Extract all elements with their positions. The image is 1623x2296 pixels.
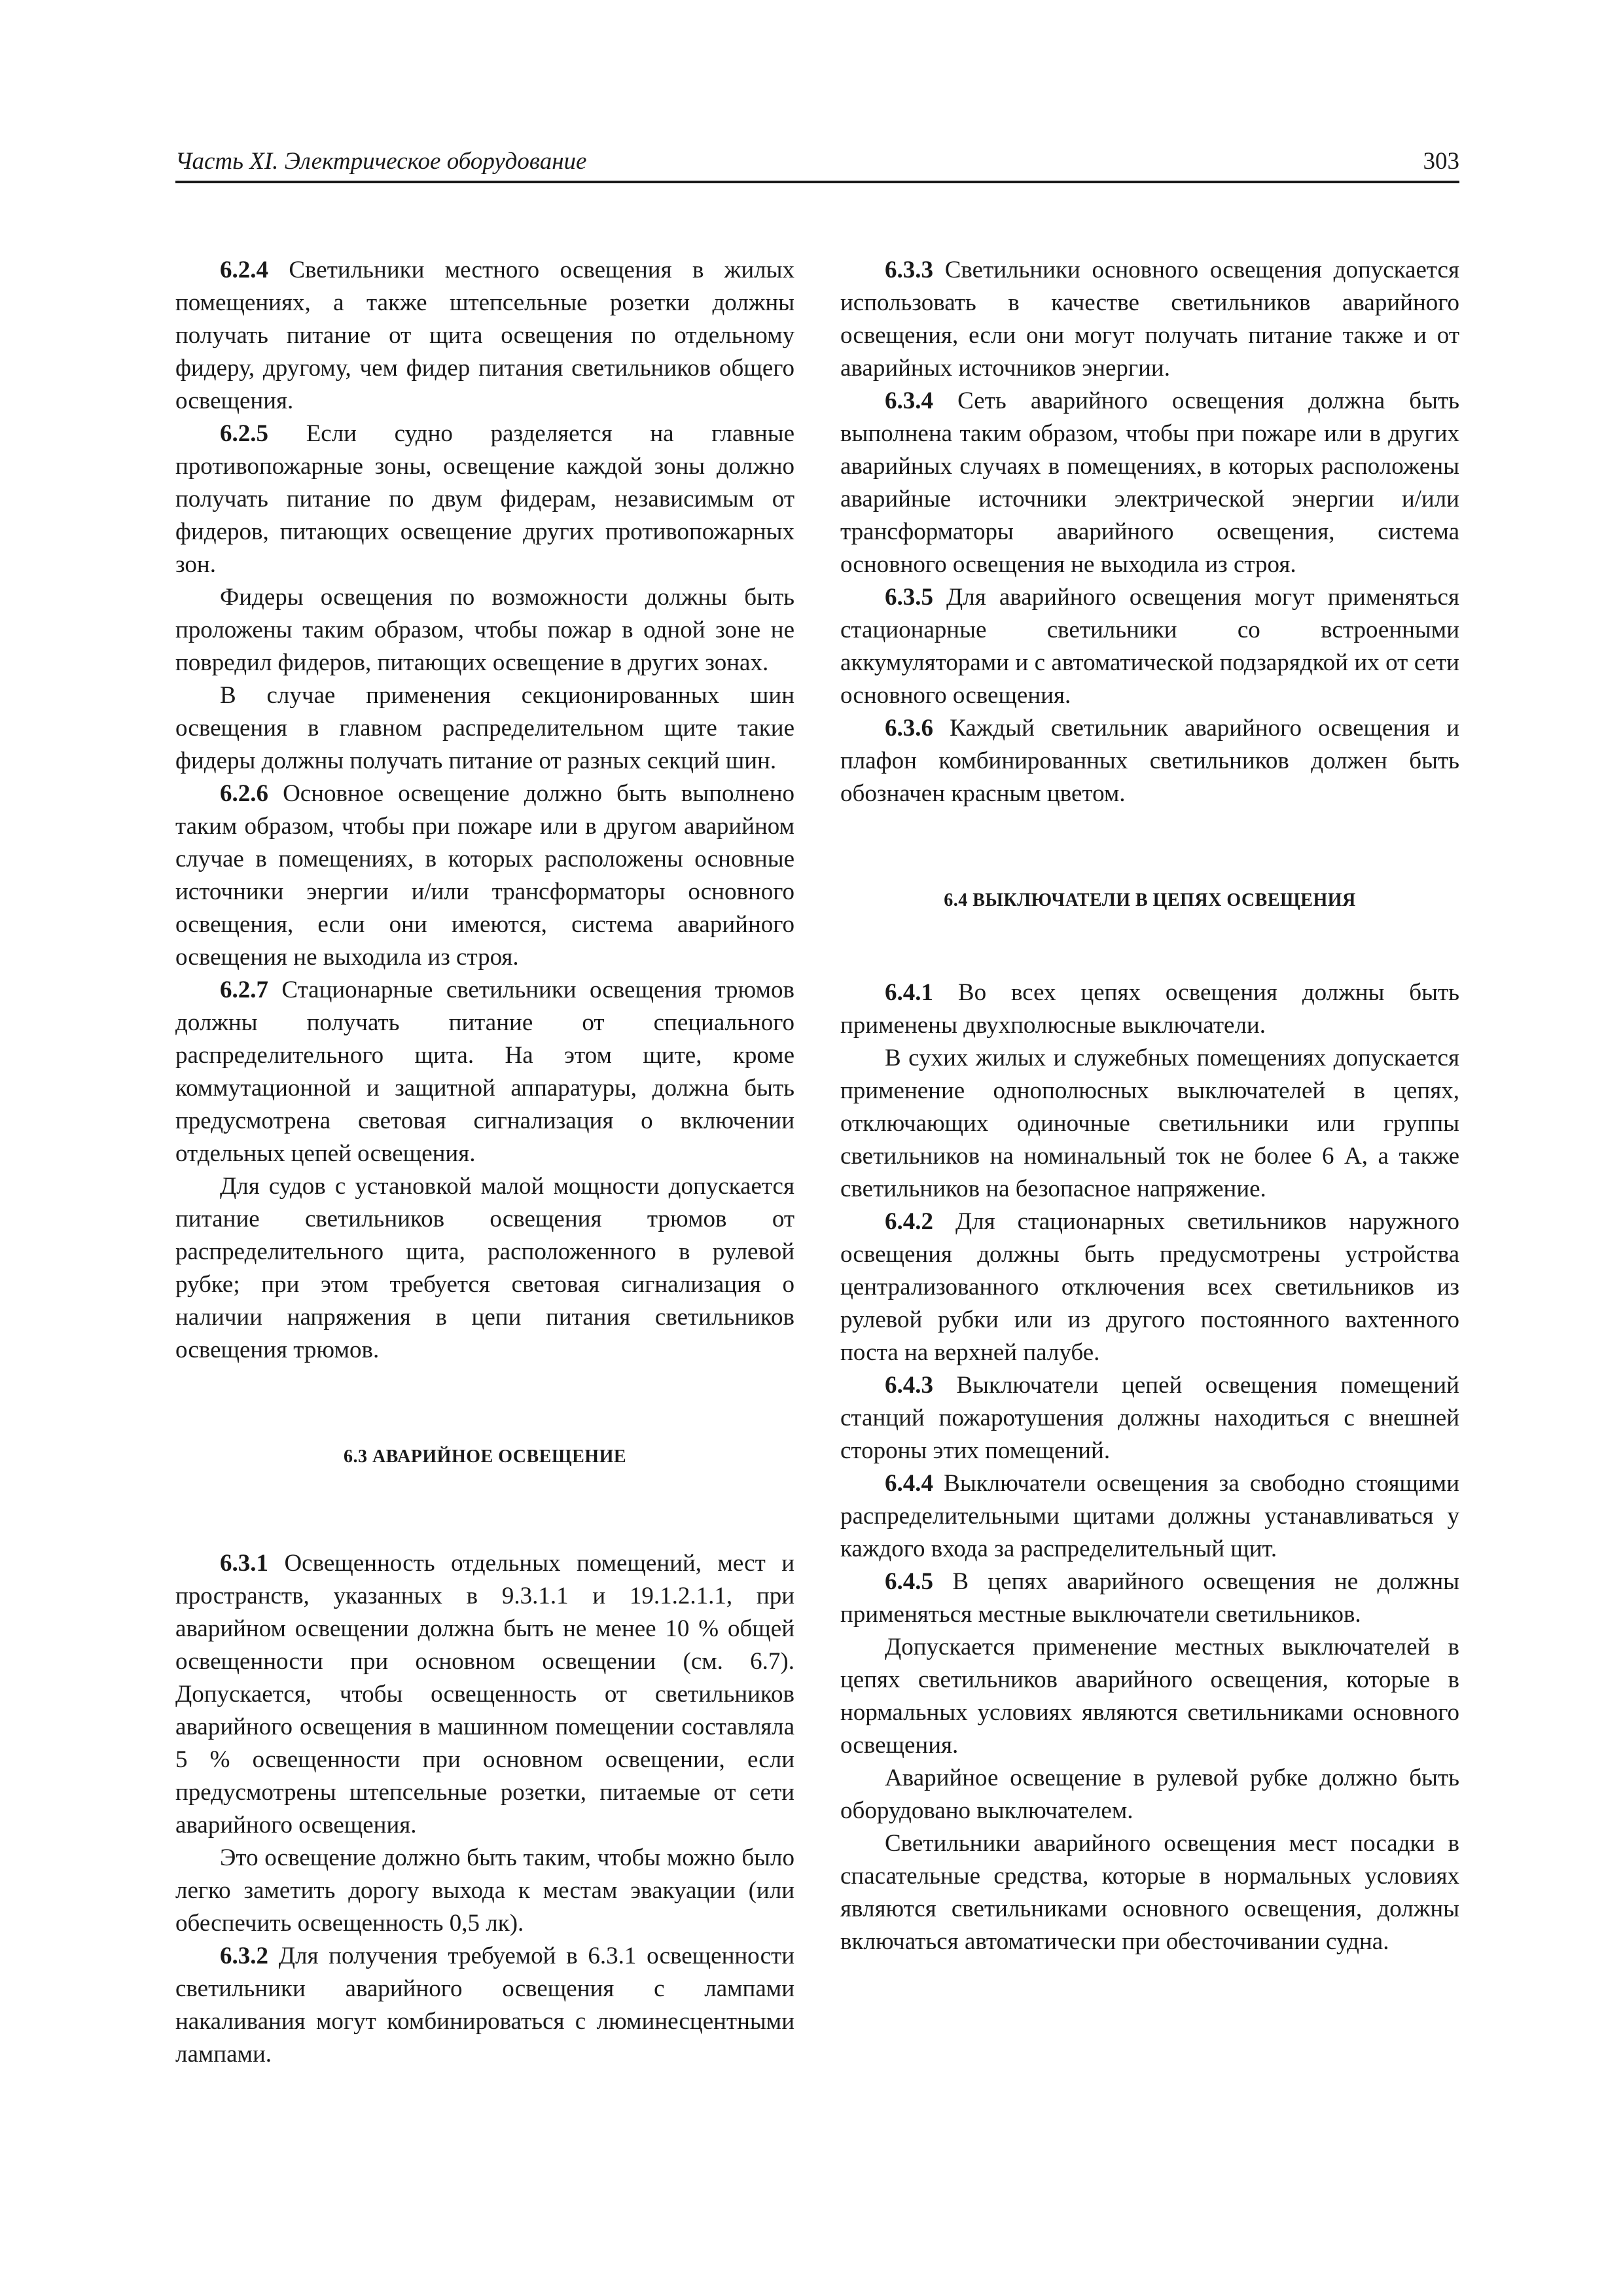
paragraph-text: В цепях аварийного освещения не должны применяться местные выключатели светильников. xyxy=(840,1568,1459,1628)
paragraph-text: Светильники аварийного освещения мест посадки в спасательные средства, которые в нормальных условиях являются светильниками основного освещения, должны включаться автоматически при обесточивании судна. xyxy=(840,1830,1459,1955)
section-heading-6-4: 6.4 ВЫКЛЮЧАТЕЛИ В ЦЕПЯХ ОСВЕЩЕНИЯ xyxy=(944,890,1356,910)
clause-number: 6.3.4 xyxy=(885,387,933,414)
paragraph xyxy=(840,1042,1459,1206)
paragraph-6-3-2 xyxy=(175,1940,794,2071)
paragraph xyxy=(840,1762,1459,1827)
paragraph-text: Выключатели цепей освещения помещений станций пожаротушения должны находиться с внешней стороны этих помещений. xyxy=(840,1372,1459,1464)
clause-number: 6.2.5 xyxy=(220,420,268,447)
clause-number: 6.3.2 xyxy=(220,1943,268,1969)
paragraph-6-3-5 xyxy=(840,581,1459,712)
clause-number: 6.3.3 xyxy=(885,257,933,283)
paragraph-6-4-2 xyxy=(840,1206,1459,1369)
running-header xyxy=(175,145,1459,183)
clause-number: 6.4.3 xyxy=(885,1372,933,1399)
paragraph-text: Для получения требуемой в 6.3.1 освещенности светильники аварийного освещения с лампами накаливания могут комбинироваться с люминесцентными лампами. xyxy=(175,1943,794,2068)
paragraph xyxy=(175,679,794,778)
paragraph-text: Для стационарных светильников наружного освещения должны быть предусмотрены устройства централизованного отключения всех светильников из рулевой рубки или из другого постоянного вахтенного поста на верхней палубе. xyxy=(840,1208,1459,1366)
page-number: 303 xyxy=(1423,148,1459,175)
right-column xyxy=(840,254,1459,1958)
paragraph-6-3-6 xyxy=(840,712,1459,810)
paragraph-text: Выключатели освещения за свободно стоящими распределительными щитами должны устанавливаться у каждого входа за распределительный щит. xyxy=(840,1470,1459,1562)
clause-number: 6.4.2 xyxy=(885,1208,933,1235)
paragraph-text: Каждый светильник аварийного освещения и плафон комбинированных светильников должен быть обозначен красным цветом. xyxy=(840,715,1459,807)
paragraph-text: В сухих жилых и служебных помещениях допускается применение однополюсных выключателей в цепях, отключающих одиночные светильники или группы светильников на номинальный ток не более 6 А, а также светильников на безопасное напряжение. xyxy=(840,1045,1459,1202)
paragraph-text: Светильники основного освещения допускается использовать в качестве светильников аварийного освещения, если они могут получать питание также и от аварийных источников энергии. xyxy=(840,257,1459,382)
paragraph-text: Основное освещение должно быть выполнено таким образом, чтобы при пожаре или в другом аварийном случае в помещениях, в которых расположены основные источники энергии и/или трансформаторы основного освещения, если они имеются, система аварийного освещения не выходила из строя. xyxy=(175,780,794,971)
paragraph xyxy=(175,581,794,679)
paragraph xyxy=(175,1842,794,1940)
paragraph xyxy=(840,1631,1459,1762)
paragraph-text: Для аварийного освещения могут применяться стационарные светильники со встроенными аккумуляторами и с автоматической подзарядкой их от сети основного освещения. xyxy=(840,584,1459,709)
paragraph-text: Если судно разделяется на главные противопожарные зоны, освещение каждой зоны должно получать питание по двум фидерам, независимым от фидеров, питающих освещение других противопожарных зон. xyxy=(175,420,794,578)
paragraph-text: Аварийное освещение в рулевой рубке должно быть оборудовано выключателем. xyxy=(840,1765,1459,1824)
clause-number: 6.3.1 xyxy=(220,1550,268,1577)
paragraph-6-2-6 xyxy=(175,778,794,974)
running-title: Часть XI. Электрическое оборудование xyxy=(175,148,587,175)
paragraph-text: Фидеры освещения по возможности должны быть проложены таким образом, чтобы пожар в одной зоне не повредил фидеров, питающих освещение в других зонах. xyxy=(175,584,794,676)
paragraph-text: Для судов с установкой малой мощности допускается питание светильников освещения трюмов от распределительного щита, расположенного в рулевой рубке; при этом требуется световая сигнализация о наличии напряжения в цепи питания светильников освещения трюмов. xyxy=(175,1173,794,1363)
paragraph-text: Во всех цепях освещения должны быть применены двухполюсные выключатели. xyxy=(840,979,1459,1039)
clause-number: 6.4.1 xyxy=(885,979,933,1006)
paragraph-6-4-4 xyxy=(840,1467,1459,1566)
clause-number: 6.4.5 xyxy=(885,1568,933,1595)
paragraph-text: В случае применения секционированных шин освещения в главном распределительном щите такие фидеры должны получать питание от разных секций шин. xyxy=(175,682,794,774)
paragraph-text: Светильники местного освещения в жилых помещениях, а также штепсельные розетки должны получать питание от щита освещения по отдельному фидеру, другому, чем фидер питания светильников общего освещения. xyxy=(175,257,794,414)
paragraph-6-2-4 xyxy=(175,254,794,418)
clause-number: 6.2.7 xyxy=(220,977,268,1003)
paragraph-6-4-3 xyxy=(840,1369,1459,1467)
clause-number: 6.2.6 xyxy=(220,780,268,807)
section-heading-6-3: 6.3 АВАРИЙНОЕ ОСВЕЩЕНИЕ xyxy=(343,1446,627,1467)
paragraph xyxy=(175,1170,794,1367)
clause-number: 6.2.4 xyxy=(220,257,268,283)
paragraph-text: Сеть аварийного освещения должна быть выполнена таким образом, чтобы при пожаре или в других аварийных случаях в помещениях, в которых расположены аварийные источники электрической энергии и/или трансформаторы аварийного освещения, система основного освещения не выходила из строя. xyxy=(840,387,1459,578)
clause-number: 6.3.5 xyxy=(885,584,933,611)
paragraph-6-4-1 xyxy=(840,977,1459,1042)
paragraph-6-2-5 xyxy=(175,418,794,581)
paragraph-text: Допускается применение местных выключателей в цепях светильников аварийного освещения, которые в нормальных условиях являются светильниками основного освещения. xyxy=(840,1634,1459,1759)
clause-number: 6.3.6 xyxy=(885,715,933,742)
paragraph-text: Стационарные светильники освещения трюмов должны получать питание от специального распределительного щита. На этом щите, кроме коммутационной и защитной аппаратуры, должна быть предусмотрена световая сигнализация о включении отдельных цепей освещения. xyxy=(175,977,794,1167)
left-column xyxy=(175,254,794,2071)
paragraph-6-3-3 xyxy=(840,254,1459,385)
paragraph xyxy=(840,1827,1459,1958)
paragraph-text: Это освещение должно быть таким, чтобы можно было легко заметить дорогу выхода к местам эвакуации (или обеспечить освещенность 0,5 лк). xyxy=(175,1844,794,1937)
clause-number: 6.4.4 xyxy=(885,1470,933,1497)
paragraph-6-3-1 xyxy=(175,1547,794,1842)
paragraph-6-3-4 xyxy=(840,385,1459,581)
paragraph-text: Освещенность отдельных помещений, мест и пространств, указанных в 9.3.1.1 и 19.1.2.1.1, при аварийном освещении должна быть не менее 10 % общей освещенности при основном освещении (см. 6.7). Допускается, чтобы освещенность от светильников аварийного освещения в машинном помещении составляла 5 % освещенности при основном освещении, если предусмотрены штепсельные розетки, питаемые от сети аварийного освещения. xyxy=(175,1550,794,1839)
paragraph-6-2-7 xyxy=(175,974,794,1170)
paragraph-6-4-5 xyxy=(840,1566,1459,1631)
